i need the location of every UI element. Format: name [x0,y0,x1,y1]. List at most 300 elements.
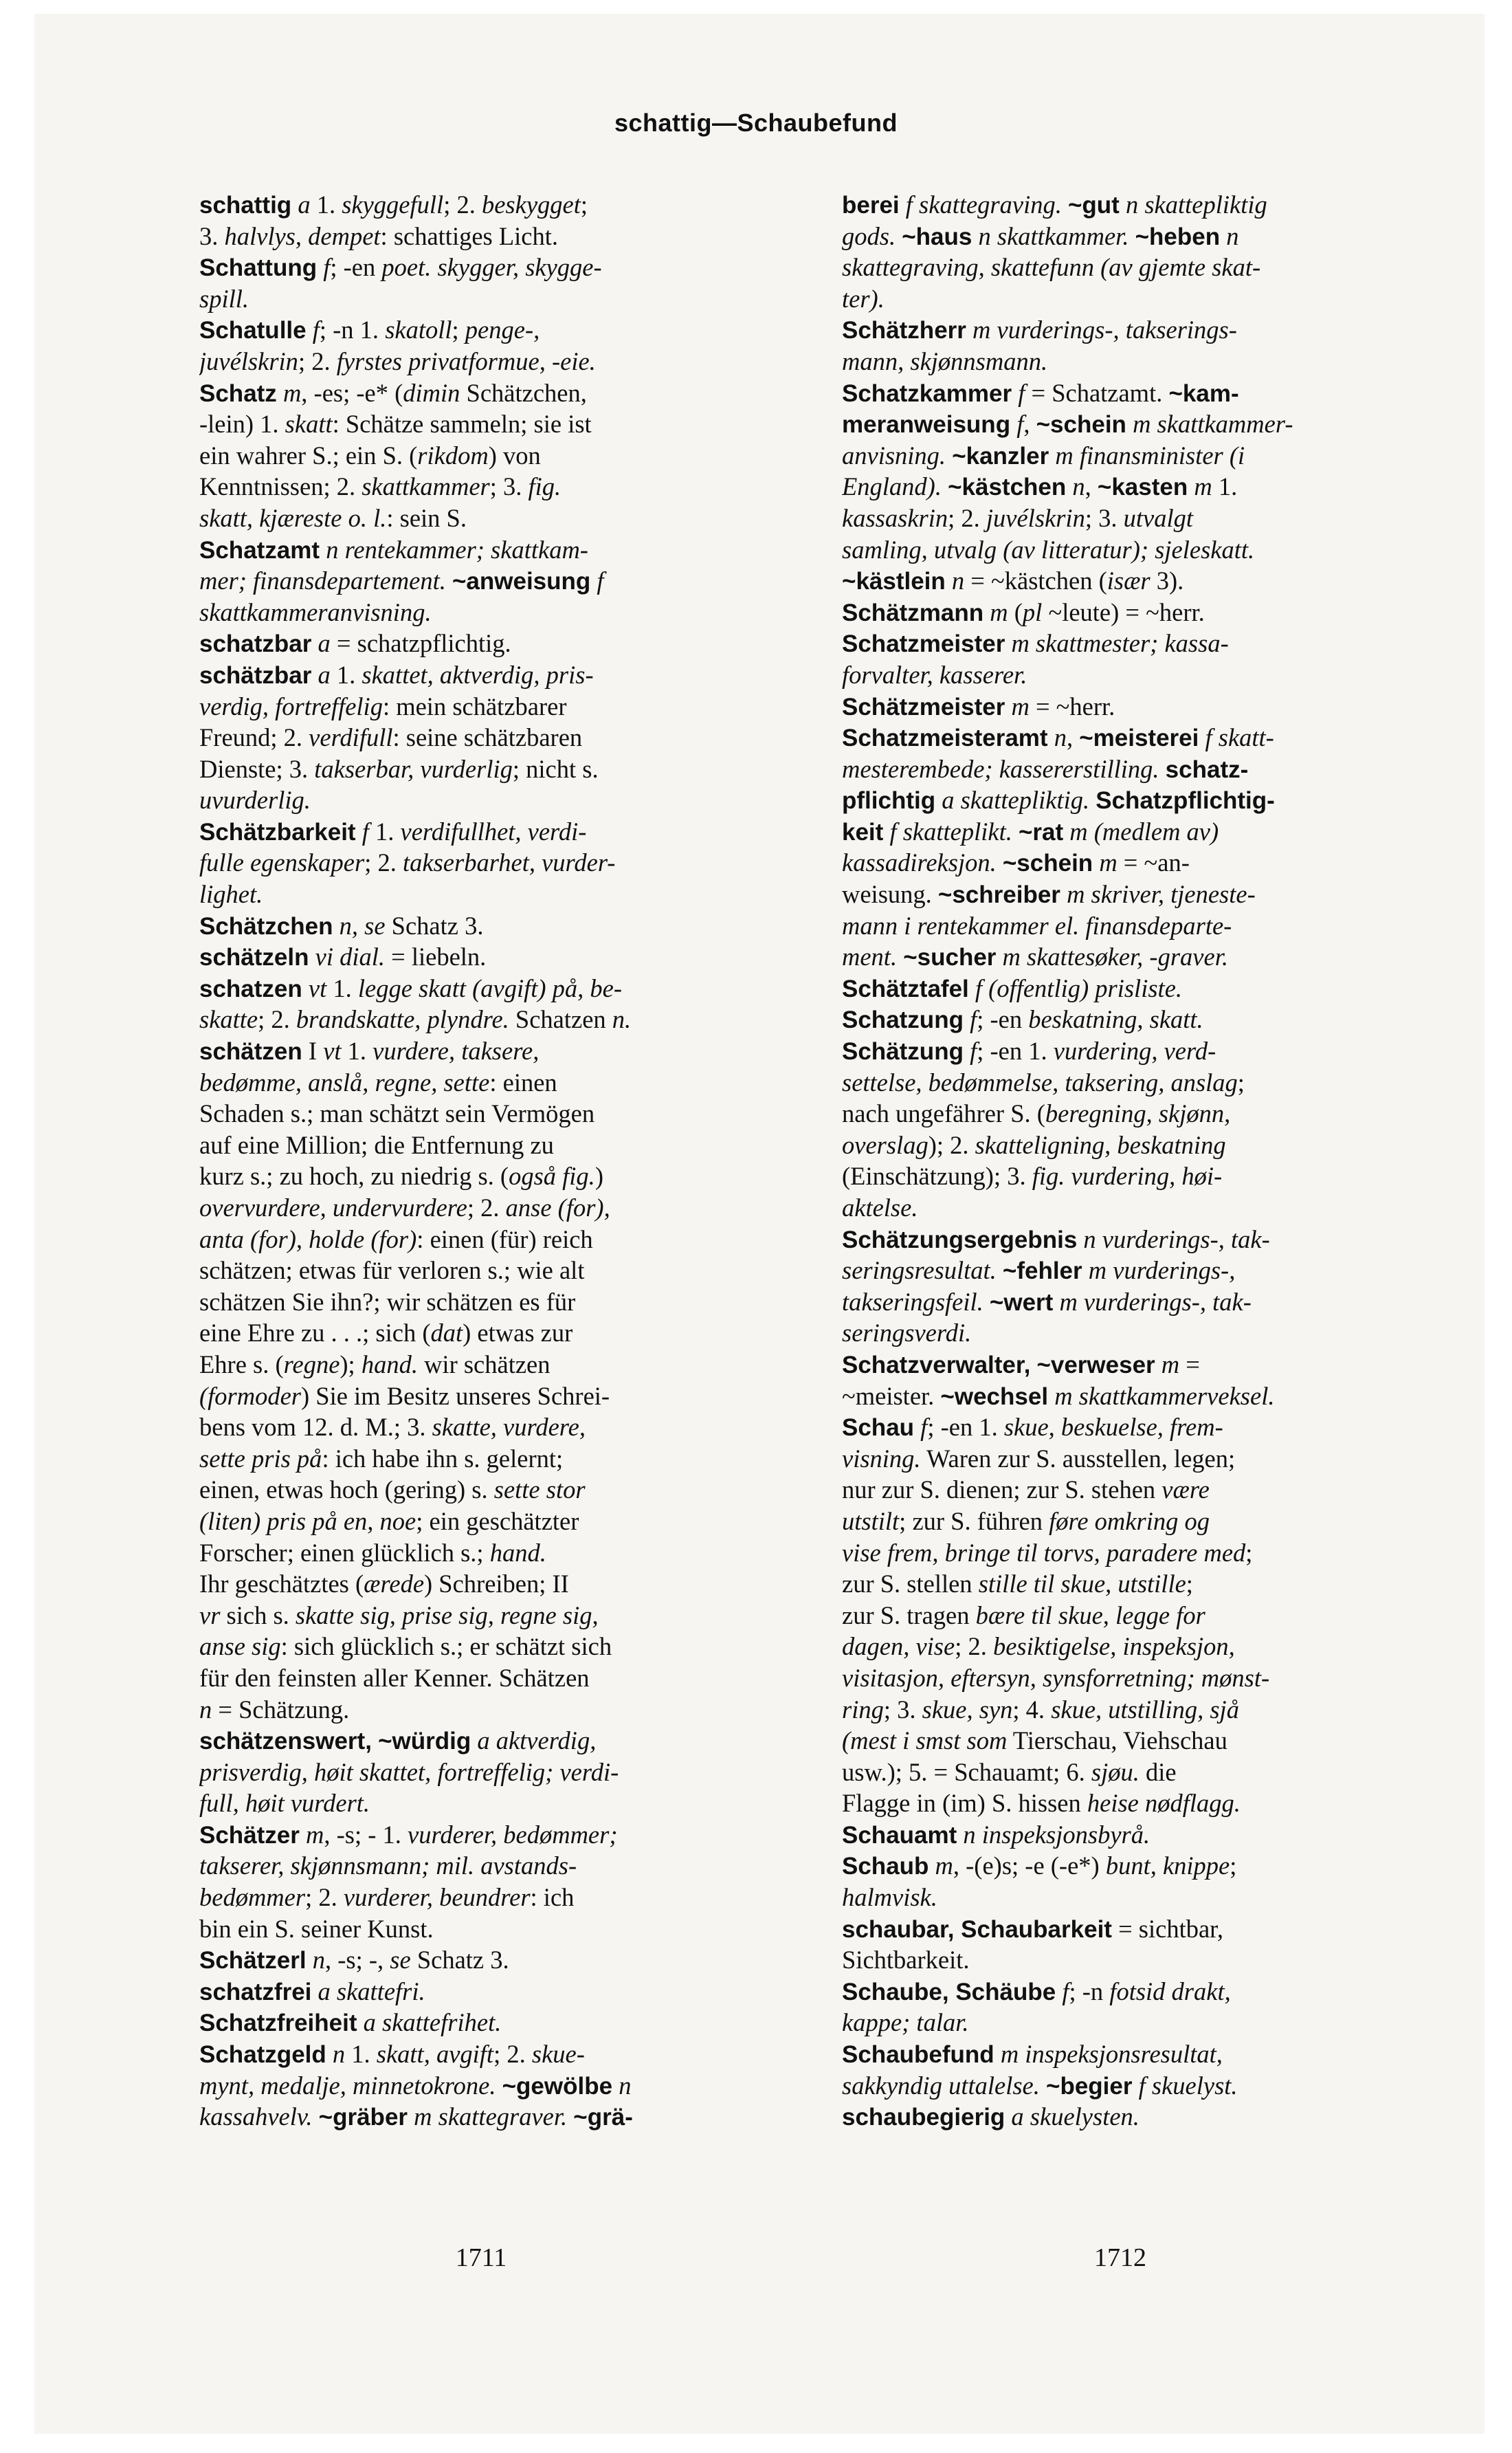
entry-line [842,1067,1405,1099]
entry-line [842,2101,1405,2133]
right-page-number: 1712 [1094,2243,1146,2272]
text-run: Tierschau, Viehschau [1007,1726,1227,1755]
text-run [311,1977,318,2005]
text-run [300,1820,306,1849]
text-run: ; ein geschätzter [416,1506,579,1535]
headword: ~kasten [1097,474,1188,501]
headword: Schätzherr [842,317,966,344]
text-run [966,316,972,344]
headword: Schätzchen [199,912,333,940]
entry-line [842,691,1405,723]
text-run: ( [1008,597,1023,626]
headword: Schauamt [842,1821,957,1849]
entry-line [199,377,763,409]
entry-line [199,503,763,534]
italic-gloss: anse (for), [505,1194,610,1222]
text-run [946,566,952,595]
entry-line [842,1130,1405,1161]
text-run: : einen [489,1068,557,1097]
text-run: Kenntnissen; 2. [199,472,362,501]
text-run: = Schätzung. [212,1695,350,1724]
entry-line [842,1160,1405,1192]
italic-gloss: vise frem, bringe til torvs, paradere med [842,1538,1246,1567]
headword: Schatzmeisteramt [842,725,1048,752]
text-run: 1. [1212,472,1238,501]
right-column [842,189,1405,2133]
text-run [1089,786,1096,814]
italic-gloss: m inspeksjonsresultat, [1000,2040,1223,2069]
text-run: Ihr geschätztes ( [199,1570,364,1598]
entry-line [842,1035,1405,1067]
text-run: einen, etwas hoch (gering) s. [199,1475,494,1504]
italic-gloss: m [1161,1350,1180,1378]
text-run [1132,2071,1138,2100]
headword: schatzfrei [199,1978,312,2005]
text-run: auf eine Million; die Entfernung zu [199,1130,554,1159]
text-run: Schatz 3. [410,1946,509,1974]
text-run [1063,817,1069,846]
text-run: ; -en [330,253,382,282]
headword: Schätzmann [842,599,984,626]
text-run: zur S. tragen [842,1600,976,1629]
text-run [964,1037,970,1065]
text-run: ; 2. [948,503,986,532]
italic-gloss: beskatning, skatt. [1028,1005,1203,1034]
headword: ~gräber [318,2104,408,2131]
text-run: ; 3. [883,1695,922,1724]
entry-line [199,471,763,503]
italic-gloss: skattegraving, skattefunn (av gjemte skat- [842,253,1261,282]
text-run [408,2102,414,2131]
text-run [612,2071,619,2100]
italic-gloss: vi dial. [315,943,385,971]
italic-gloss: n [1226,221,1239,250]
entry-line [199,1631,763,1662]
entry-line [199,1506,763,1537]
entry-line [842,2070,1405,2102]
italic-gloss: fig. [528,472,562,501]
entry-line [199,910,763,942]
entry-line [842,221,1405,252]
italic-gloss: f [1018,378,1025,407]
entry-line [199,1349,763,1380]
entry-line [842,1882,1405,1913]
entry-line [842,408,1405,440]
italic-gloss: ( [199,1381,208,1410]
text-run [317,253,323,281]
text-run: I [302,1037,324,1066]
italic-gloss: anse sig [199,1632,281,1661]
text-run: 1. [326,974,358,1002]
text-run: wir schätzen [417,1350,551,1378]
italic-gloss: visning. [842,1444,921,1473]
text-run: weisung. [842,880,938,909]
italic-gloss: skattkammer [362,472,490,501]
text-run [994,2040,1001,2068]
text-run: ) etwas zur [463,1319,573,1348]
italic-gloss: m [306,1820,324,1849]
text-run: ; 2. [258,1005,296,1034]
headword: ~verweser [1036,1351,1155,1378]
text-run [291,190,298,219]
italic-gloss: bedømmer [199,1883,306,1912]
italic-gloss: f (offentlig) prisliste. [975,974,1183,1002]
italic-gloss: uvurderlig. [199,786,311,815]
text-run: ; -en [977,1005,1029,1034]
text-run [356,817,362,846]
text-run: eine Ehre zu . . .; sich ( [199,1319,431,1348]
text-run [983,1288,990,1316]
italic-gloss: verdig, fortreffelig [199,692,383,720]
italic-gloss: n skattkammer. [978,221,1129,250]
text-run [357,2008,364,2036]
entry-line [842,2007,1405,2038]
text-run [983,598,990,626]
entry-line [199,1004,763,1035]
text-run [964,1005,970,1033]
entry-line [842,1224,1405,1255]
entry-line [842,722,1405,754]
entry-line [842,503,1405,534]
headword: ~rat [1018,818,1064,846]
headword: ~schein [1002,850,1093,877]
italic-gloss: lighet. [199,880,263,909]
text-run: ; 2. [493,2040,532,2069]
italic-gloss: m [1194,472,1212,501]
italic-gloss: kassahvelv. [199,2102,313,2131]
text-run: 3. [199,221,225,250]
text-run [372,1726,378,1754]
entry-line [842,941,1405,973]
entry-line [199,1443,763,1475]
italic-gloss: f [362,817,369,846]
italic-gloss: f [312,316,320,344]
italic-gloss: full, høit vurdert. [199,1789,370,1818]
italic-gloss: brandskatte, plyndre. [296,1005,509,1034]
text-run: Schatzen [509,1005,612,1034]
entry-line [199,2070,763,2102]
headword: pflichtig [842,787,936,815]
text-run: 1. [310,190,342,219]
entry-line [842,847,1405,879]
italic-gloss: vr [199,1600,221,1629]
entry-line [199,221,763,252]
text-run [946,441,952,470]
italic-gloss: mann, skjønnsmann. [842,346,1048,375]
headword: Schatz [199,380,277,407]
text-run [1060,880,1067,908]
italic-gloss: n [1054,723,1067,752]
headword: schätzenswert, [199,1728,372,1755]
italic-gloss: skattkammeranvisning. [199,597,432,626]
italic-gloss: a skattefrihet. [363,2008,502,2037]
text-run: nach ungefährer S. ( [842,1099,1045,1128]
italic-gloss: kappe; talar. [842,2008,969,2037]
italic-gloss: utvalgt [1123,503,1193,532]
headword: Schätzbarkeit [199,818,356,846]
italic-gloss: m skattesøker, -graver. [1002,943,1228,971]
text-run: schätzen Sie ihn?; wir schätzen es für [199,1287,576,1316]
headword: ~gewölbe [502,2072,613,2100]
entry-line [199,1474,763,1506]
entry-line [842,1819,1405,1851]
headword: ~wert [989,1288,1054,1316]
italic-gloss: forvalter, kasserer. [842,660,1027,689]
entry-line [199,1757,763,1788]
text-run [307,316,313,344]
headword: Schätzerl [199,1947,307,1974]
italic-gloss: sette pris på [199,1444,322,1473]
entry-line [842,471,1405,503]
entry-line [842,377,1405,409]
entry-line [842,1944,1405,1976]
italic-gloss: m [990,597,1008,626]
italic-gloss: sjøu. [1091,1757,1139,1786]
italic-gloss: m [1011,692,1030,720]
italic-gloss: (liten) pris på en, noe [199,1506,416,1535]
entry-line [842,1286,1405,1318]
italic-gloss: m [935,1851,953,1880]
italic-gloss: også fig. [509,1162,595,1191]
italic-gloss: formoder [208,1381,302,1410]
entry-line [842,1255,1405,1286]
text-run: -lein) 1. [199,410,285,439]
entry-line [842,816,1405,848]
entry-line [842,1788,1405,1819]
italic-gloss: pl [1022,597,1043,626]
italic-gloss: f [920,1413,928,1442]
entry-line [842,784,1405,816]
entry-line [842,1850,1405,1882]
italic-gloss: n [619,2071,632,2100]
entry-line [199,1882,763,1913]
entry-line [199,973,763,1004]
italic-gloss: vurdering, verd- [1053,1037,1216,1066]
text-run: schätzen; etwas für verloren s.; wie alt [199,1256,585,1285]
italic-gloss: stille til skue, utstille [978,1570,1186,1598]
italic-gloss: skue, syn [922,1695,1013,1724]
headword: ~schreiber [937,881,1060,909]
text-run: ; zur S. führen [899,1506,1049,1535]
text-run: ; [1230,1851,1237,1880]
text-run [1056,1977,1062,2005]
italic-gloss: bunt, knippe [1105,1851,1230,1880]
text-run: nur zur S. dienen; zur S. stehen [842,1475,1162,1504]
text-run: zur S. stellen [842,1570,979,1598]
italic-gloss: n skattepliktig [1125,190,1267,219]
text-run: ; 2. [955,1632,993,1661]
text-run: ; 4. [1012,1695,1052,1724]
text-run: : Schätze sammeln; sie ist [332,410,592,439]
headword: Schätzmeister [842,693,1005,720]
entry-line [199,1380,763,1412]
entry-line [199,1600,763,1631]
entry-line [199,941,763,973]
entry-line [842,754,1405,785]
italic-gloss: n rentekammer; skattkam- [326,535,588,564]
text-run: Schätzchen, [460,378,587,407]
text-run [929,1851,935,1880]
entry-line [199,879,763,910]
italic-gloss: rikdom [417,441,489,470]
headword: berei [842,192,900,219]
italic-gloss: a skattefri. [318,1977,425,2005]
entry-line [199,2007,763,2038]
entry-line [842,1349,1405,1380]
headword: ~grä- [573,2104,633,2131]
italic-gloss: anta (for), holde (for) [199,1224,417,1253]
entry-line [199,1192,763,1224]
italic-gloss: skyggefull [342,190,444,219]
text-run [1188,472,1194,500]
italic-gloss: se [390,1946,411,1974]
text-run [446,566,452,595]
italic-gloss: m (medlem av) [1069,817,1219,846]
italic-gloss: prisverdig, høit skattet, fortreffelig; verdi- [199,1757,619,1786]
text-run: (Einschätzung); 3. [842,1162,1032,1191]
entry-line [199,189,763,221]
text-run: ~meister. [842,1381,941,1410]
italic-gloss: m skattmester; kassa- [1011,629,1229,658]
entry-line [842,534,1405,566]
headword: Schätzungsergebnis [842,1226,1078,1253]
text-run: , [1085,472,1098,501]
italic-gloss: vt [308,974,327,1002]
text-run: : einen (für) reich [416,1224,593,1253]
entry-line [199,1694,763,1726]
text-run [900,190,906,219]
headword: Schaube, Schäube [842,1978,1056,2005]
italic-gloss: sakkyndig uttalelse. [842,2071,1040,2100]
entry-line [842,910,1405,942]
text-run [942,472,948,500]
text-run: Waren zur S. ausstellen, legen; [920,1444,1236,1473]
headword: Schatulle [199,317,307,344]
headword: Schatzverwalter, [842,1351,1031,1378]
headword: ~kästchen [948,474,1067,501]
entry-line [842,1317,1405,1349]
italic-gloss: poet. skygger, skygge- [381,253,602,282]
text-run: sich s. [220,1600,296,1629]
entry-line [199,283,763,315]
text-run [969,974,975,1002]
text-run: ; 2. [305,1883,344,1912]
text-run: 3). [1150,566,1184,595]
text-run: ) Sie im Besitz unseres Schrei- [301,1381,610,1410]
entry-line [842,1662,1405,1694]
italic-gloss: mynt, medalje, minnetokrone. [199,2071,496,2100]
text-run [1048,1382,1054,1410]
italic-gloss: ter). [842,284,885,313]
text-run: die [1139,1757,1177,1786]
text-run: ; 3. [489,472,529,501]
italic-gloss: mest i smst som [850,1726,1008,1755]
entry-line [842,1506,1405,1537]
italic-gloss: f skatt- [1205,723,1274,752]
entry-line [199,1098,763,1130]
entry-line [842,252,1405,283]
italic-gloss: ment. [842,943,898,971]
headword: ~anweisung [452,568,591,595]
italic-gloss: overslag [842,1130,929,1159]
italic-gloss: kassadireksjon. [842,848,997,877]
text-run [326,2040,333,2068]
italic-gloss: f skuelyst. [1138,2071,1238,2100]
headword: ~würdig [378,1728,471,1755]
text-run: ; 2. [443,190,482,219]
text-run [1220,222,1226,250]
text-run: = Schatzamt. [1025,378,1169,407]
italic-gloss: f skatteplikt. [889,817,1012,846]
text-run [307,1946,313,1974]
italic-gloss: a skuelysten. [1011,2102,1139,2131]
text-run: ; 3. [1085,503,1124,532]
italic-gloss: n. [612,1005,632,1034]
text-run [1049,441,1055,470]
italic-gloss: halmvisk. [842,1883,937,1912]
text-run: Schatz 3. [385,911,484,940]
text-run [997,848,1003,877]
italic-gloss: regne [283,1350,340,1378]
text-run [914,1413,920,1441]
left-page-number: 1711 [455,2243,507,2272]
entry-line [199,346,763,377]
text-run [1126,410,1133,438]
italic-gloss: m vurderings-, [1088,1256,1236,1285]
text-run: Ehre s. ( [199,1350,284,1378]
italic-gloss: skue, utstilling, sjå [1051,1695,1239,1724]
italic-gloss: f [1062,1977,1069,2005]
headword: schätzen [199,1038,302,1066]
italic-gloss: beskygget [481,190,581,219]
italic-gloss: skatte sig, prise sig, regne sig, [295,1600,599,1629]
text-run [1159,755,1166,783]
entry-line [842,1474,1405,1506]
text-run [1129,222,1135,250]
entry-line [199,534,763,566]
text-run: , [1066,723,1080,752]
entry-line [199,1224,763,1255]
italic-gloss: dat [430,1319,463,1348]
italic-gloss: f [597,566,604,595]
italic-gloss: f skattegraving. [905,190,1062,219]
italic-gloss: skatte, vurdere, [432,1413,586,1442]
headword: schatzen [199,975,302,1002]
text-run: ; [580,190,588,219]
entry-line [199,2038,763,2070]
italic-gloss: takserbarhet, vurder- [403,848,616,877]
headword: schatz- [1165,756,1249,783]
text-run: ) Schreiben; II [424,1570,569,1598]
entry-line [199,1913,763,1945]
text-run: ; 2. [467,1194,506,1222]
headword: schaubegierig [842,2104,1005,2131]
entry-line [842,1725,1405,1757]
text-run: für den feinsten aller Kenner. Schätzen [199,1663,590,1692]
text-run: ~leute) = ~herr. [1042,597,1205,626]
headword: Schatzamt [199,536,320,564]
italic-gloss: mann i rentekammer el. finansdeparte- [842,911,1232,940]
text-run [1093,848,1099,877]
text-run: ; 2. [364,848,403,877]
italic-gloss: m skriver, tjeneste- [1067,880,1256,909]
italic-gloss: beregning, skjønn, [1045,1099,1231,1128]
headword: schätzeln [199,944,309,971]
headword: Schaubefund [842,2041,994,2069]
entry-line [842,1192,1405,1224]
entry-line [199,1035,763,1067]
text-run [935,786,942,814]
